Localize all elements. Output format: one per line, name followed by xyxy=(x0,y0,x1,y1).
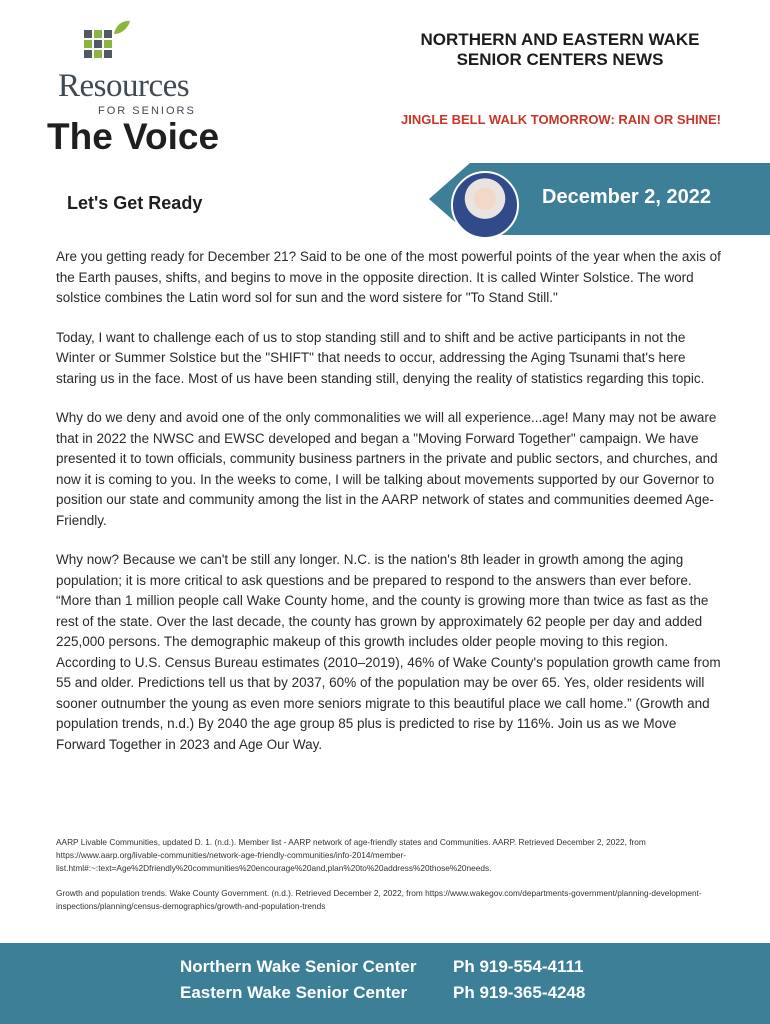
issue-date: December 2, 2022 xyxy=(542,186,712,208)
logo-subtitle: FOR SENIORS xyxy=(98,105,196,117)
footer-phone-1: Ph 919-554-4111 xyxy=(453,957,584,976)
event-alert: JINGLE BELL WALK TOMORROW: RAIN OR SHINE! xyxy=(401,112,721,127)
resources-for-seniors-logo xyxy=(58,18,208,117)
footer-center-name-1: Northern Wake Senior Center xyxy=(180,957,417,976)
logo-grid-icon xyxy=(84,20,130,62)
paragraph: Today, I want to challenge each of us to stop standing still and to shift and be active participants in not the Winter or Summer Solstice but the "SHIFT" that needs to occur, addressing the Aging Tsunami that's here staring us in the face. Most of us have been standing still, denying the reality of statistics regarding this topic. xyxy=(56,329,705,386)
article-body xyxy=(56,247,724,774)
news-heading-line-2: SENIOR CENTERS NEWS xyxy=(456,50,664,69)
paragraph: Why now? Because we can't be still any longer. N.C. is the nation's 8th leader in growth among the aging population; it is more critical to ask questions and be prepared to respond to the answers than ever before. “More than 1 million people call Wake County home, and the county is growing more than twice as fast as the rest of the state. Over the last decade, the county has grown by approximately 62 people per day and added 225,000 persons. The demographic makeup of this growth includes older people moving to this region. According to U.S. Census Bureau estimates (2010–2019), 46% of Wake County's population growth came from 55 and older. Predictions tell us that by 2037, 60% of the population may be over 65. Yes, older residents will sooner outnumber the young as even more seniors migrate to this beautiful place we call home.” (Growth and population trends, n.d.) By 2040 the age group 85 plus is predicted to rise by 116%. Join us as we Move Forward Together in 2023 and Age Our Way. xyxy=(56,552,721,752)
footer-phone-2: Ph 919-365-4248 xyxy=(453,983,586,1002)
newsletter-title: The Voice xyxy=(47,116,220,157)
footer-center-name-2: Eastern Wake Senior Center xyxy=(180,983,408,1002)
news-heading-line-1: NORTHERN AND EASTERN WAKE xyxy=(420,30,700,49)
article-title: Let's Get Ready xyxy=(67,193,203,213)
news-heading xyxy=(380,30,740,70)
reference-item: AARP Livable Communities, updated D. 1. (n.d.). Member list - AARP network of age-friendly states and Communities. AARP. Retrieved December 2, 2022, from https://www.aarp.org/livable-communities/network-age-friendly-communities/info-2014/member-list.html#:~:text=Age%2Dfriendly%20communities%20encourage%20and,plan%20to%20address%20those%20needs. xyxy=(56,837,646,873)
references xyxy=(56,836,724,925)
reference-item: Growth and population trends. Wake County Government. (n.d.). Retrieved December 2, 2022, from https://www.wakegov.com/departments-government/planning-development-inspections/planning/census-demographics/growth-and-population-trends xyxy=(56,888,702,911)
logo-wordmark: Resources xyxy=(58,68,190,104)
paragraph: Are you getting ready for December 21? Said to be one of the most powerful points of the year when the axis of the Earth pauses, shifts, and begins to move in the opposite direction. It is called Winter Solstice. The word solstice combines the Latin word sol for sun and the word sistere for "To Stand Still." xyxy=(56,249,721,305)
paragraph: Why do we deny and avoid one of the only commonalities we will all experience...age! Many may not be aware that in 2022 the NWSC and EWSC developed and began a "Moving Forward Together" campaign. We have presented it to town officials, community business partners in the private and public sectors, and churches, and now it is coming to you. In the weeks to come, I will be talking about movements supported by our Governor to position our state and community among the list in the AARP network of states and communities deemed Age-Friendly. xyxy=(56,410,718,528)
contact-footer xyxy=(0,943,770,1024)
author-photo xyxy=(451,171,519,239)
